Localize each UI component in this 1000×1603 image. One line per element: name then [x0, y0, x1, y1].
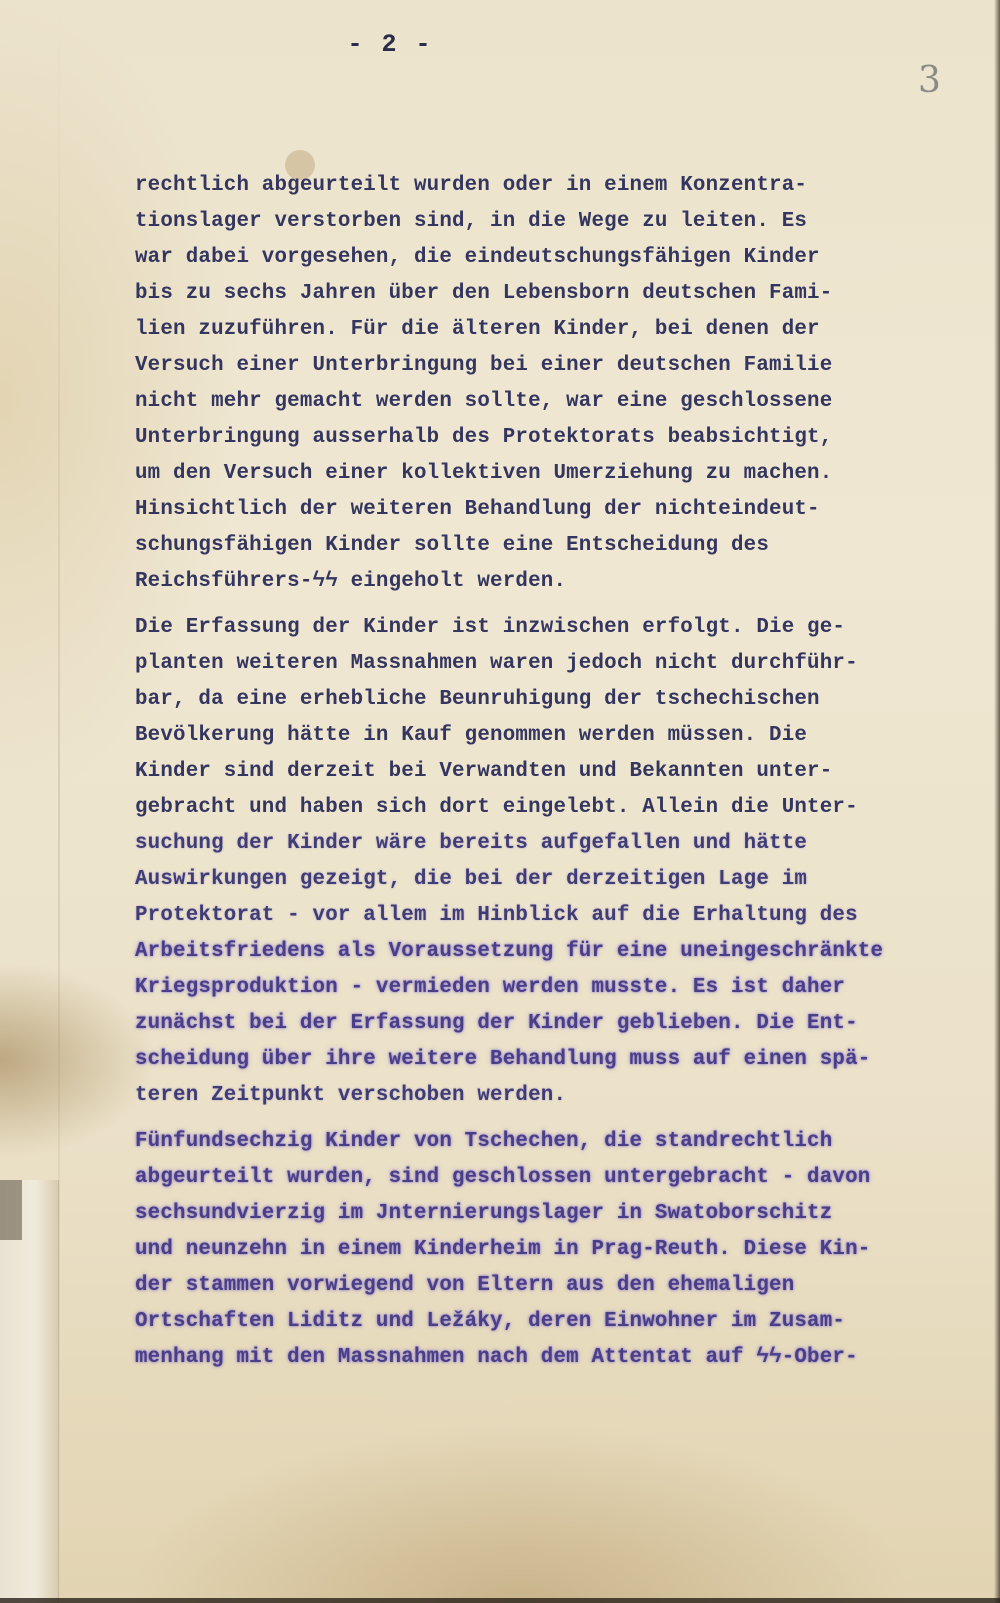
- paper-tear: [0, 1180, 22, 1240]
- text-line: suchung der Kinder wäre bereits aufgefallen und hätte: [135, 832, 808, 855]
- typed-body: [135, 168, 985, 1376]
- text-line: war dabei vorgesehen, die eindeutschungsfähigen Kinder: [135, 246, 820, 269]
- text-line: tionslager verstorben sind, in die Wege zu leiten. Es: [135, 210, 808, 233]
- text-line: sechsundvierzig im Jnternierungslager in Swatoborschitz: [135, 1202, 833, 1225]
- folio-number: 3: [918, 60, 941, 101]
- text-line: Die Erfassung der Kinder ist inzwischen erfolgt. Die ge-: [135, 616, 846, 639]
- paragraph-gap: [135, 600, 985, 610]
- text-line: Hinsichtlich der weiteren Behandlung der nichteindeut-: [135, 498, 820, 521]
- text-line: und neunzehn in einem Kinderheim in Prag-Reuth. Diese Kin-: [135, 1238, 871, 1261]
- text-line: scheidung über ihre weitere Behandlung muss auf einen spä-: [135, 1048, 871, 1071]
- page-number: - 2 -: [347, 30, 433, 59]
- text-line: Reichsführers-ϟϟ eingeholt werden.: [135, 570, 567, 593]
- paragraph-gap: [135, 1114, 985, 1124]
- text-line: Fünfundsechzig Kinder von Tschechen, die standrechtlich: [135, 1130, 833, 1153]
- text-line: Arbeitsfriedens als Voraussetzung für eine uneingeschränkte: [135, 940, 884, 963]
- text-line: zunächst bei der Erfassung der Kinder geblieben. Die Ent-: [135, 1012, 858, 1035]
- text-line: Unterbringung ausserhalb des Protektorats beabsichtigt,: [135, 426, 833, 449]
- text-line: Kinder sind derzeit bei Verwandten und Bekannten unter-: [135, 760, 833, 783]
- text-line: Bevölkerung hätte in Kauf genommen werden müssen. Die: [135, 724, 808, 747]
- text-line: um den Versuch einer kollektiven Umerziehung zu machen.: [135, 462, 833, 485]
- paper-strip: [0, 1180, 59, 1603]
- text-line: der stammen vorwiegend von Eltern aus den ehemaligen: [135, 1274, 795, 1297]
- text-line: nicht mehr gemacht werden sollte, war eine geschlossene: [135, 390, 833, 413]
- text-line: Ortschaften Liditz und Ležáky, deren Einwohner im Zusam-: [135, 1310, 846, 1333]
- text-line: Versuch einer Unterbringung bei einer deutschen Familie: [135, 354, 833, 377]
- text-line: menhang mit den Massnahmen nach dem Attentat auf ϟϟ-Ober-: [135, 1346, 858, 1369]
- text-line: Auswirkungen gezeigt, die bei der derzeitigen Lage im: [135, 868, 808, 891]
- page-edge-bottom: [0, 1598, 1000, 1603]
- text-line: bar, da eine erhebliche Beunruhigung der tschechischen: [135, 688, 820, 711]
- text-line: abgeurteilt wurden, sind geschlossen untergebracht - davon: [135, 1166, 871, 1189]
- text-line: bis zu sechs Jahren über den Lebensborn deutschen Fami-: [135, 282, 833, 305]
- text-line: gebracht und haben sich dort eingelebt. Allein die Unter-: [135, 796, 858, 819]
- text-line: Protektorat - vor allem im Hinblick auf die Erhaltung des: [135, 904, 858, 927]
- text-line: schungsfähigen Kinder sollte eine Entscheidung des: [135, 534, 770, 557]
- text-line: Kriegsproduktion - vermieden werden musste. Es ist daher: [135, 976, 846, 999]
- text-line: lien zuzuführen. Für die älteren Kinder, bei denen der: [135, 318, 820, 341]
- text-line: teren Zeitpunkt verschoben werden.: [135, 1084, 567, 1107]
- page-edge-right: [994, 0, 1000, 1603]
- text-line: planten weiteren Massnahmen waren jedoch nicht durchführ-: [135, 652, 858, 675]
- text-line: rechtlich abgeurteilt wurden oder in einem Konzentra-: [135, 174, 808, 197]
